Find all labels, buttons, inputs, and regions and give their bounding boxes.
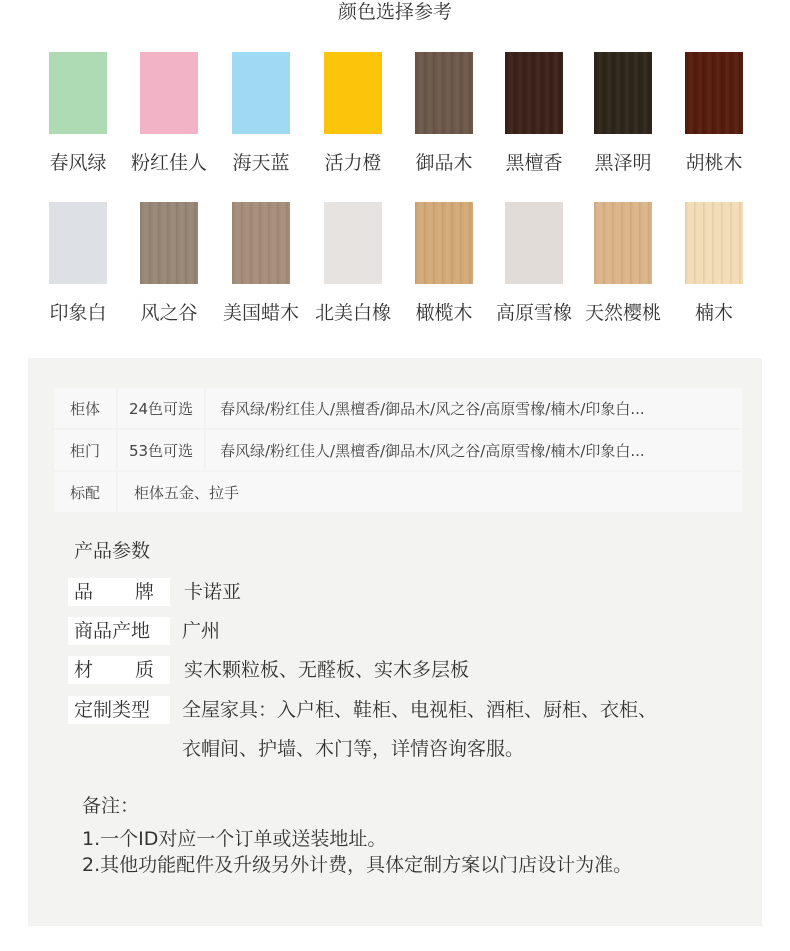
swatch-item[interactable] — [484, 202, 584, 325]
color-chip — [232, 202, 290, 284]
spec-label: 柜体 — [54, 388, 117, 429]
swatch-label: 高原雪橡 — [495, 302, 572, 324]
params-title: 产品参数 — [74, 540, 151, 562]
color-chip — [49, 202, 107, 284]
swatch-item[interactable] — [573, 202, 673, 325]
swatch-label: 北美白橡 — [314, 302, 391, 324]
swatch-item[interactable] — [211, 52, 311, 175]
swatch-label: 粉红佳人 — [130, 152, 207, 174]
swatch-label: 楠木 — [694, 302, 733, 324]
param-key: 商品产地 — [68, 617, 170, 645]
color-chip — [594, 52, 652, 134]
note-item: 2.其他功能配件及升级另外计费，具体定制方案以门店设计为准。 — [82, 854, 633, 876]
swatch-item[interactable] — [211, 202, 311, 325]
notes-title: 备注： — [82, 795, 140, 817]
swatch-label: 黑檀香 — [505, 152, 563, 174]
color-chip — [505, 202, 563, 284]
page-title: 颜色选择参考 — [337, 1, 452, 23]
swatch-label: 御品木 — [415, 152, 473, 174]
swatch-label: 风之谷 — [140, 302, 198, 324]
color-chip — [324, 52, 382, 134]
swatch-label: 春风绿 — [49, 152, 107, 174]
swatch-item[interactable] — [573, 52, 673, 175]
swatch-row — [0, 52, 790, 202]
table-row — [54, 471, 742, 513]
param-value-cont: 衣帽间、护墙、木门等，详情咨询客服。 — [182, 738, 525, 760]
param-key-char: 材 — [74, 659, 94, 681]
color-swatch-grid — [0, 52, 790, 352]
param-value: 广州 — [182, 620, 221, 642]
color-chip — [505, 52, 563, 134]
swatch-label: 天然樱桃 — [584, 302, 661, 324]
swatch-label: 印象白 — [49, 302, 107, 324]
swatch-item[interactable] — [303, 52, 403, 175]
swatch-row — [0, 202, 790, 352]
param-key-char: 质 — [134, 659, 154, 681]
color-chip — [232, 52, 290, 134]
table-row — [54, 429, 742, 471]
param-key-char: 品 — [74, 581, 94, 603]
swatch-item[interactable] — [664, 202, 764, 325]
param-value: 实木颗粒板、无醛板、实木多层板 — [184, 659, 470, 681]
swatch-item[interactable] — [28, 52, 128, 175]
swatch-item[interactable] — [28, 202, 128, 325]
swatch-label: 美国蜡木 — [222, 302, 299, 324]
color-chip — [685, 202, 743, 284]
param-key: 定制类型 — [68, 696, 170, 724]
spec-table — [54, 388, 742, 514]
swatch-item[interactable] — [394, 52, 494, 175]
spec-label: 标配 — [54, 471, 117, 513]
swatch-item[interactable] — [484, 52, 584, 175]
swatch-item[interactable] — [119, 52, 219, 175]
swatch-label: 橄榄木 — [415, 302, 473, 324]
param-value: 全屋家具：入户柜、鞋柜、电视柜、酒柜、厨柜、衣柜、 — [182, 699, 658, 721]
product-info-panel — [28, 358, 762, 926]
color-chip — [415, 52, 473, 134]
param-key — [68, 656, 170, 684]
swatch-label: 活力橙 — [324, 152, 382, 174]
color-chip — [594, 202, 652, 284]
swatch-item[interactable] — [664, 52, 764, 175]
color-chip — [140, 202, 198, 284]
color-chip — [685, 52, 743, 134]
spec-count: 53色可选 — [117, 429, 205, 471]
spec-colors: 春风绿/粉红佳人/黑檀香/御品木/风之谷/高原雪橡/楠木/印象白... — [205, 388, 742, 429]
swatch-item[interactable] — [119, 202, 219, 325]
param-key — [68, 578, 170, 606]
swatch-label: 黑泽明 — [594, 152, 652, 174]
param-key-char: 牌 — [134, 581, 154, 603]
param-value: 卡诺亚 — [184, 581, 242, 603]
spec-standard-value: 柜体五金、拉手 — [117, 471, 742, 513]
color-chip — [415, 202, 473, 284]
color-chip — [324, 202, 382, 284]
note-item: 1.一个ID对应一个订单或送装地址。 — [82, 828, 387, 850]
spec-label: 柜门 — [54, 429, 117, 471]
swatch-label: 海天蓝 — [232, 152, 290, 174]
color-chip — [49, 52, 107, 134]
color-chip — [140, 52, 198, 134]
table-row — [54, 388, 742, 429]
swatch-item[interactable] — [303, 202, 403, 325]
swatch-label: 胡桃木 — [685, 152, 743, 174]
spec-colors: 春风绿/粉红佳人/黑檀香/御品木/风之谷/高原雪橡/楠木/印象白... — [205, 429, 742, 471]
swatch-item[interactable] — [394, 202, 494, 325]
spec-count: 24色可选 — [117, 388, 205, 429]
